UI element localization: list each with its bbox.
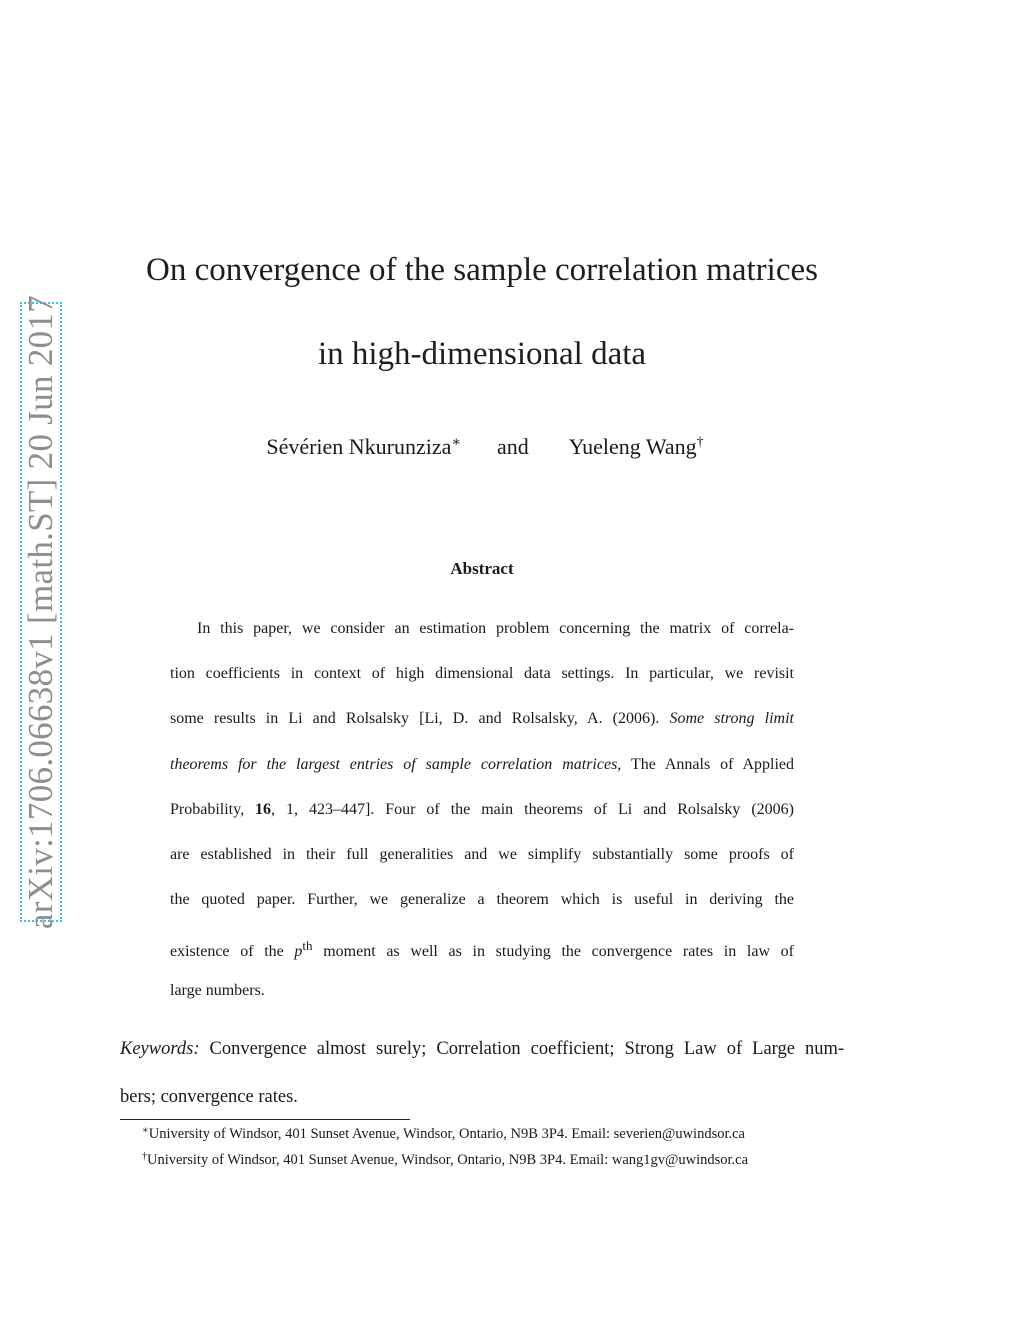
footnote — [142, 1151, 748, 1169]
footnote-mark: ∗ — [142, 1125, 149, 1136]
author-name: Yueleng Wang — [568, 434, 697, 459]
cited-paper-title: theorems for the largest entries of sample correlation matrices — [170, 756, 618, 773]
author-name: Sévérien Nkurunziza — [266, 434, 452, 459]
abstract-text: , The Annals of Applied — [617, 756, 794, 773]
footnote-mark: † — [142, 1151, 147, 1162]
arxiv-stamp — [20, 294, 62, 930]
abstract-line — [170, 936, 794, 962]
footnote-rule — [120, 1119, 410, 1120]
abstract-line: large numbers. — [170, 982, 265, 999]
math-superscript: th — [302, 938, 313, 953]
footnote-text: University of Windsor, 401 Sunset Avenue, Windsor, Ontario, N9B 3P4. Email: severien@uwindsor.ca — [148, 1126, 745, 1142]
abstract-text: existence of the — [170, 943, 295, 960]
author-footnote-mark: ∗ — [451, 435, 461, 450]
cited-paper-title: Some strong limit — [669, 710, 795, 727]
paper-title-line-2: in high-dimensional data — [317, 336, 647, 372]
footnote-text: University of Windsor, 401 Sunset Avenue, Windsor, Ontario, N9B 3P4. Email: wang1gv@uwindsor.ca — [147, 1152, 749, 1168]
abstract-line — [170, 755, 794, 775]
footnote — [142, 1125, 745, 1143]
abstract-line — [170, 709, 794, 729]
author-footnote-mark: † — [696, 435, 704, 450]
abstract-line — [170, 800, 794, 820]
abstract-line: are established in their full generalities and we simplify substantially some proofs of — [170, 846, 794, 863]
arxiv-identifier: arXiv:1706.06638v1 [math.ST] 20 Jun 2017 — [21, 294, 60, 930]
keywords-line: bers; convergence rates. — [120, 1087, 298, 1107]
abstract-line: tion coefficients in context of high dimensional data settings. In particular, we revisit — [170, 665, 794, 682]
math-variable: p — [294, 943, 303, 960]
abstract-text: Probability, — [170, 801, 256, 818]
abstract-text: , 1, 423–447]. Four of the main theorems of Li and Rolsalsky (2006) — [271, 801, 794, 818]
abstract-line: the quoted paper. Further, we generalize a theorem which is useful in deriving the — [170, 891, 794, 908]
keywords-text: Convergence almost surely; Correlation coefficient; Strong Law of Large num- — [199, 1039, 844, 1059]
abstract-heading: Abstract — [450, 559, 514, 578]
abstract-text: some results in Li and Rolsalsky [Li, D. and Rolsalsky, A. (2006). — [170, 710, 670, 727]
abstract-line: In this paper, we consider an estimation problem concerning the matrix of correla- — [197, 620, 794, 637]
author-conjunction: and — [496, 434, 529, 459]
keywords-line — [120, 1038, 844, 1060]
paper-title-line-1: On convergence of the sample correlation matrices — [146, 252, 818, 288]
keywords-label: Keywords: — [120, 1039, 200, 1059]
volume-number: 16 — [255, 801, 272, 818]
abstract-text: moment as well as in studying the convergence rates in law of — [312, 943, 794, 960]
author-list — [0, 434, 970, 460]
